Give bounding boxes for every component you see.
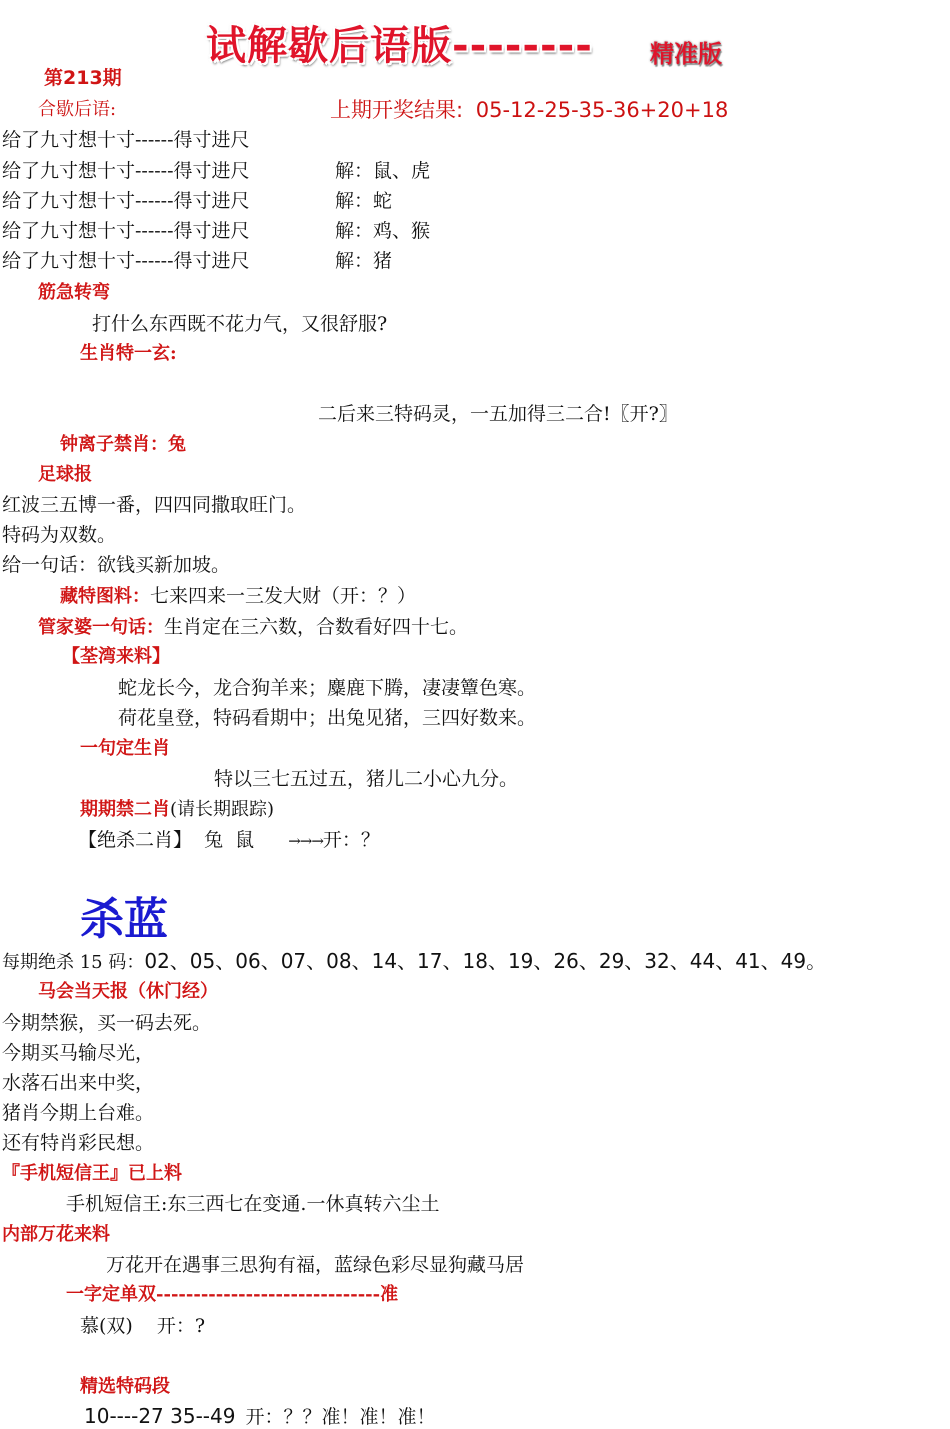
brain-teaser-label: 筋急转弯 (38, 282, 110, 303)
last-result-value: 05-12-25-35-36+20+18 (475, 98, 729, 122)
macau-line: 猪肖今期上台难。 (2, 1102, 155, 1124)
quanwan-line: 荷花皇登，特码看期中；出兔见猪，三四好数来。 (118, 707, 537, 729)
selected-range-label: 精选特码段 (80, 1376, 170, 1397)
odd-even-pick: 慕(双) (80, 1315, 133, 1337)
selected-range-open: 开：？？准！准！准！ (245, 1406, 436, 1428)
housekeeper-label: 管家婆一句话： (38, 617, 164, 638)
riddle-line: 给了九寸想十寸------得寸进尺 (2, 129, 250, 151)
wanhua-label: 内部万花来料 (2, 1224, 110, 1245)
hidden-chart (60, 581, 416, 608)
one-sentence-label: 一句定生肖 (80, 738, 170, 759)
quanwan-line: 蛇龙长今，龙合狗羊来；麋鹿下腾，凄凄簟色寒。 (118, 677, 537, 699)
issue-number: 第213期 (44, 67, 122, 89)
housekeeper-text: 生肖定在三六数，合数看好四十七。 (164, 616, 469, 638)
riddle-answer: 解：鼠、虎 (335, 160, 431, 182)
zodiac-one-label: 生肖特一玄: (80, 343, 177, 364)
riddle-section-label: 合歇后语: (38, 99, 117, 120)
hidden-chart-text: 七来四来一三发大财（开：？） (150, 585, 417, 607)
kill-blue-heading: 杀蓝 (80, 894, 168, 945)
football-line: 特码为双数。 (2, 524, 117, 546)
football-line: 红波三五博一番，四四同撒取旺门。 (2, 494, 307, 516)
page-subtitle: 精准版 (650, 40, 722, 68)
riddle-answer: 解：蛇 (335, 190, 393, 212)
last-result-label: 上期开奖结果: (330, 98, 464, 122)
riddle-line: 给了九寸想十寸------得寸进尺 (2, 160, 250, 182)
riddle-line: 给了九寸想十寸------得寸进尺 (2, 190, 250, 212)
hidden-chart-label: 藏特图料： (60, 586, 150, 607)
kill-15-codes (2, 945, 826, 974)
odd-even-label: 一字定单双------------------------------准 (66, 1284, 399, 1305)
macau-line: 还有特肖彩民想。 (2, 1132, 155, 1154)
one-sentence-text: 特以三七五过五，猪儿二小心九分。 (214, 768, 519, 790)
kill-15-numbers: 02、05、06、07、08、14、17、18、19、26、29、32、44、41、49。 (144, 949, 827, 973)
brain-teaser-text: 打什么东西既不花力气，又很舒服? (92, 313, 388, 335)
odd-even-open: 开：? (156, 1315, 206, 1337)
macau-line: 今期买马输尽光， (2, 1042, 155, 1064)
ban-two-zodiac (80, 795, 274, 821)
selected-range-value (84, 1402, 436, 1429)
housekeeper (38, 612, 468, 639)
selected-range-numbers: 10----27 35--49 (84, 1404, 236, 1428)
macau-line: 水落石出来中奖， (2, 1072, 155, 1094)
riddle-line: 给了九寸想十寸------得寸进尺 (2, 250, 250, 272)
macau-label: 马会当天报（休门经） (38, 981, 218, 1002)
odd-even-value (80, 1311, 205, 1338)
zhongli-ban-zodiac: 钟离子禁肖：兔 (60, 434, 186, 455)
riddle-answer: 解：猪 (335, 250, 393, 272)
kill-two-value: 兔 鼠 (204, 829, 255, 851)
riddle-line: 给了九寸想十寸------得寸进尺 (2, 220, 250, 242)
riddle-answer: 解：鸡、猴 (335, 220, 431, 242)
ban-two-note: (请长期跟踪) (170, 799, 275, 820)
quanwan-label: 【荃湾来料】 (62, 646, 170, 667)
arrow-icon: →→→ (288, 832, 323, 850)
football-line: 给一句话：欲钱买新加坡。 (2, 554, 231, 576)
page-title: 试解歇后语版-------- (206, 23, 593, 69)
sms-king-label: 『手机短信王』已上料 (2, 1163, 182, 1184)
kill-two-label: 【绝杀二肖】 (78, 829, 193, 851)
sms-king-text: 手机短信王:东三西七在变通.一休真转六尘土 (66, 1193, 440, 1215)
ban-two-label: 期期禁二肖 (80, 799, 170, 820)
macau-line: 今期禁猴，买一码去死。 (2, 1012, 212, 1034)
kill-two-open: 开：？ (322, 829, 380, 851)
zodiac-one-text: 二后来三特码灵，一五加得三二合!〖开?〗 (318, 403, 678, 425)
kill-15-label: 每期绝杀 15 码： (2, 952, 145, 973)
last-result (330, 94, 728, 124)
kill-two-zodiac (78, 825, 380, 852)
wanhua-text: 万花开在遇事三思狗有福，蓝绿色彩尽显狗藏马居 (106, 1254, 525, 1276)
football-label: 足球报 (38, 464, 92, 485)
